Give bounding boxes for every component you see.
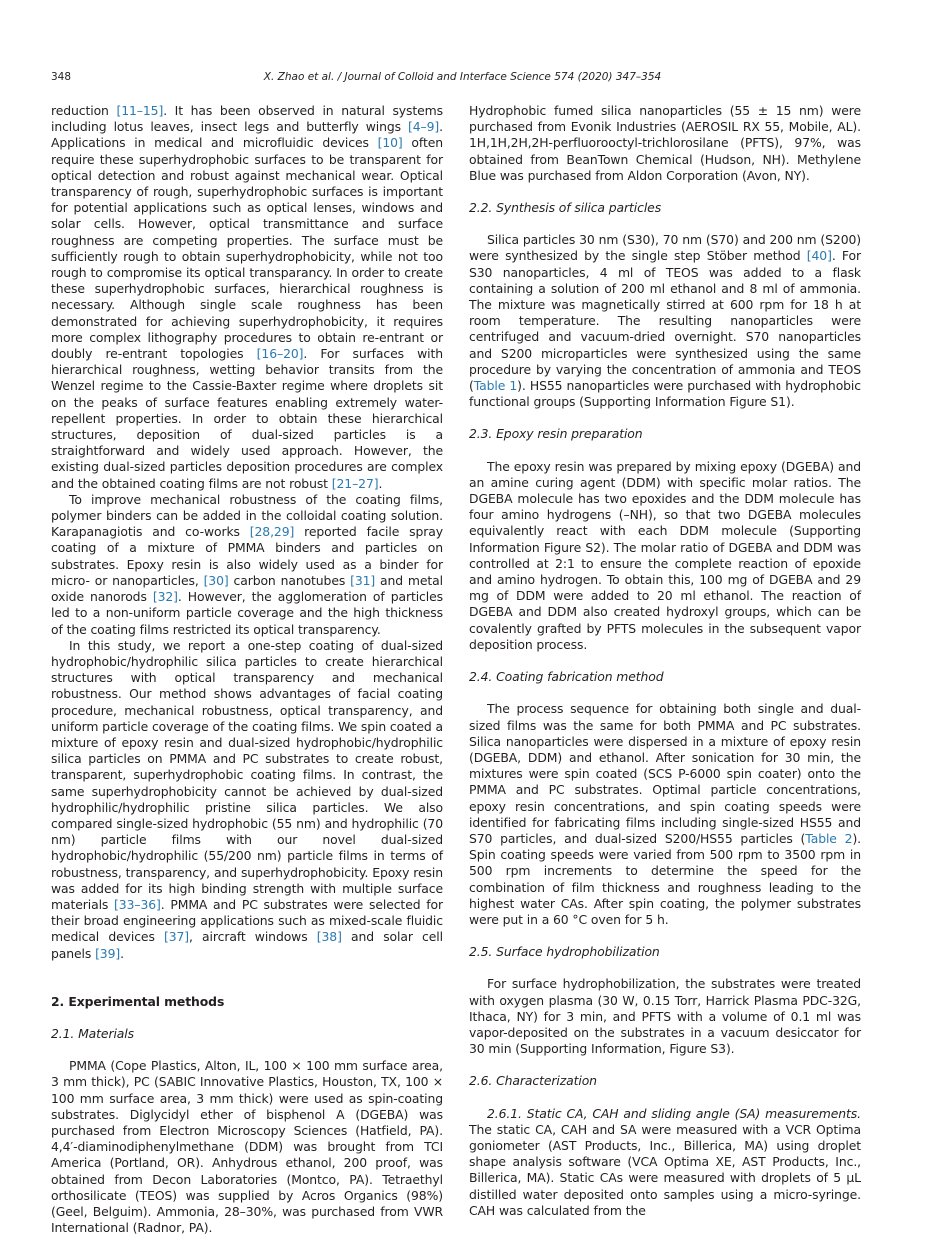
subsection-heading: 2.1. Materials: [51, 1025, 134, 1041]
left-column: [51, 103, 443, 1236]
subsection-heading: 2.6. Characterization: [469, 1073, 597, 1089]
paragraph: reduction [11–15]. It has been observed in natural systems including lotus leaves, insect legs and butterfly wings [4–9]. Applications in medical and microfluidic devices [10] often require these superhydrophobic surfaces to be transparent for optical detection and robust against mechanical wear. Optical transparency of rough, superhydrophobic surfaces is important for potential applications such as optical lenses, windows and solar cells. However, optical transmittance and surface roughness are competing properties. The surface must be sufficiently rough to obtain superhydrophobicity, while not too rough to compromise its optical transparancy. In order to create these superhydrophobic surfaces, hierarchical roughness is necessary. Although single scale roughness has been demonstrated for achieving superhydrophobicity, it requires more complex lithography procedures to obtain re-entrant or doubly re-entrant topologies [16–20]. For surfaces with hierarchical roughness, wetting behavior transits from the Wenzel regime to the Cassie-Baxter regime where droplets sit on the peaks of surface features enabling extremely water-repellent properties. In order to obtain these hierarchical structures, deposition of dual-sized particles is a straightforward and widely used approach. However, the existing dual-sized particles deposition procedures are complex and the obtained coating films are not robust [21–27].: [51, 103, 444, 491]
paragraph: To improve mechanical robustness of the coating films, polymer binders can be added in the colloidal coating solution. Karapanagiotis and co-works [28,29] reported facile spray coating of a mixture of PMMA binders and particles on substrates. Epoxy resin is also widely used as a binder for micro- or nanoparticles, [30] carbon nanotubes [31] and metal oxide nanorods [32]. However, the agglomeration of particles led to a non-uniform particle coverage and the high thickness of the coating films restricted its optical transparency.: [51, 491, 443, 637]
paragraph: Hydrophobic fumed silica nanoparticles (55 ± 15 nm) were purchased from Evonik Industries (AEROSIL RX 55, Mobile, AL). 1H,1H,2H,2H-perfluorooctyl-trichlorosilane (PFTS), 97%, was obtained from BeanTown Chemical (Hudson, NH). Methylene Blue was purchased from Aldon Corporation (Avon, NY).: [469, 103, 861, 183]
section-heading: 2. Experimental methods: [51, 993, 225, 1009]
paragraph: The process sequence for obtaining both single and dual-sized films was the same for both PMMA and PC substrates. Silica nanoparticles were dispersed in a mixture of epoxy resin (DGEBA, DDM) and ethanol. After sonication for 30 min, the mixtures were spin coated (SCS P-6000 spin coater) onto the PMMA and PC substrates. Optimal particle concentrations, epoxy resin concentrations, and spin coating speeds were identified for fabricating films including single-sized HS55 and S70 particles, and dual-sized S200/HS55 particles (Table 2). Spin coating speeds were varied from 500 rpm to 3500 rpm in 500 rpm increments to determine the speed for the combination of film thickness and roughness leading to the highest water CAs. After spin coating, the polymer substrates were put in a 60 °C oven for 5 h.: [469, 701, 862, 927]
paragraph: PMMA (Cope Plastics, Alton, IL, 100 × 100 mm surface area, 3 mm thick), PC (SABIC Innovative Plastics, Houston, TX, 100 × 100 mm surface area, 3 mm thick) were used as spin-coating substrates. Diglycidyl ether of bisphenol A (DGEBA) was purchased from Electron Microscopy Sciences (Hatfield, PA). 4,4′-diaminodiphenylmethane (DDM) was brought from TCI America (Portland, OR). Anhydrous ethanol, 200 proof, was obtained from Decon Laboratories (Montco, PA). Tetraethyl orthosilicate (TEOS) was supplied by Acros Organics (98%) (Geel, Belguim). Ammonia, 28–30%, was purchased from VWR International (Radnor, PA).: [51, 1058, 443, 1236]
paragraph-body: The static CA, CAH and SA were measured with a VCR Optima goniometer (AST Products, Inc., Billerica, MA) using droplet shape analysis software (VCA Optima XE, AST Products, Inc., Billerica, MA). Static CAs were measured with droplets of 5 μL distilled water deposited onto samples using a micro-syringe. CAH was calculated from the: [469, 1121, 861, 1218]
citation-link[interactable]: [10]: [377, 135, 403, 151]
paragraph: In this study, we report a one-step coating of dual-sized hydrophobic/hydrophilic silica particles to create hierarchical structures with optical transparency and mechanical robustness. Our method shows advantages of facial coating procedure, mechanical robustness, optical transparency, and uniform particle coverage of the coating films. We spin coated a mixture of epoxy resin and dual-sized hydrophobic/hydrophilic silica particles on PMMA and PC substrates to create robust, transparent, superhydrophobic coating films. In contrast, the same superhydrophobicity cannot be achieved by dual-sized hydrophilic/hydrophilic pristine silica particles. We also compared single-sized hydrophobic (55 nm) and hydrophilic (70 nm) particle films with our novel dual-sized hydrophobic/hydrophilic (55/200 nm) particle films in terms of robustness, transparency, and superhydrophobicity. Epoxy resin was added for its high binding strength with multiple surface materials [33–36]. PMMA and PC substrates were selected for their broad engineering applications such as mixed-scale fluidic medical devices [37], aircraft windows [38] and solar cell panels [39].: [51, 637, 443, 961]
right-column: [469, 103, 861, 1219]
citation-link[interactable]: [4–9]: [408, 119, 440, 135]
citation-link[interactable]: [38]: [316, 929, 342, 945]
paragraph: Silica particles 30 nm (S30), 70 nm (S70) and 200 nm (S200) were synthesized by the single step Stöber method [40]. For S30 nanoparticles, 4 ml of TEOS was added to a flask containing a solution of 200 ml ethanol and 8 ml of ammonia. The mixture was magnetically stirred at 600 rpm for 18 h at room temperature. The resulting nanoparticles were centrifuged and vacuum-dried overnight. S70 nanoparticles and S200 microparticles were synthesized using the same procedure by varying the concentration of ammonia and TEOS (Table 1). HS55 nanoparticles were purchased with hydrophobic functional groups (Supporting Information Figure S1).: [469, 232, 861, 410]
subsection-heading: 2.5. Surface hydrophobilization: [469, 944, 660, 960]
subsection-heading: 2.3. Epoxy resin preparation: [469, 426, 643, 442]
citation-link[interactable]: Table 1: [473, 378, 518, 394]
paragraph: The epoxy resin was prepared by mixing epoxy (DGEBA) and an amine curing agent (DDM) with specific molar ratios. The DGEBA molecule has two epoxides and the DDM molecule has four amino hydrogens (–NH), so that two DGEBA molecules equivalently react with each DDM molecule (Supporting Information Figure S2). The molar ratio of DGEBA and DDM was controlled at 2:1 to ensure the complete reaction of epoxide and amino hydrogen. To obtain this, 100 mg of DGEBA and 29 mg of DDM were added to 20 ml ethanol. The reaction of DGEBA and DDM also created hydroxyl groups, which can be covalently grafted by PFTS molecules in the subsequent vapor deposition process.: [469, 458, 861, 652]
citation-link[interactable]: [28,29]: [249, 524, 295, 540]
inline-heading: 2.6.1. Static CA, CAH and sliding angle (SA) measurements.: [487, 1105, 861, 1121]
subsection-heading: 2.4. Coating fabrication method: [469, 669, 664, 685]
citation-link[interactable]: [32]: [152, 589, 178, 605]
page-number: 348: [51, 71, 72, 83]
subsection-heading: 2.2. Synthesis of silica particles: [469, 200, 662, 216]
citation-link[interactable]: [40]: [806, 248, 832, 264]
citation-link[interactable]: [31]: [350, 572, 376, 588]
paragraph: For surface hydrophobilization, the substrates were treated with oxygen plasma (30 W, 0.15 Torr, Harrick Plasma PDC-32G, Ithaca, NY) for 3 min, and PFTS with a volume of 0.1 ml was vapor-deposited on the substrates in a vacuum desiccator for 30 min (Supporting Information, Figure S3).: [469, 976, 861, 1057]
citation-link[interactable]: [37]: [163, 929, 190, 945]
citation-link[interactable]: [33–36]: [114, 896, 161, 912]
citation-link[interactable]: [30]: [203, 572, 229, 588]
citation-link[interactable]: [16–20]: [256, 346, 304, 362]
page-header: [51, 71, 874, 89]
citation-link[interactable]: [21–27]: [331, 475, 379, 491]
paragraph: [469, 1106, 861, 1219]
citation-link[interactable]: [11–15]: [116, 103, 164, 118]
running-head: X. Zhao et al. / Journal of Colloid and Interface Science 574 (2020) 347–354: [263, 71, 662, 83]
citation-link[interactable]: Table 2: [805, 830, 853, 846]
citation-link[interactable]: [39]: [95, 945, 121, 961]
